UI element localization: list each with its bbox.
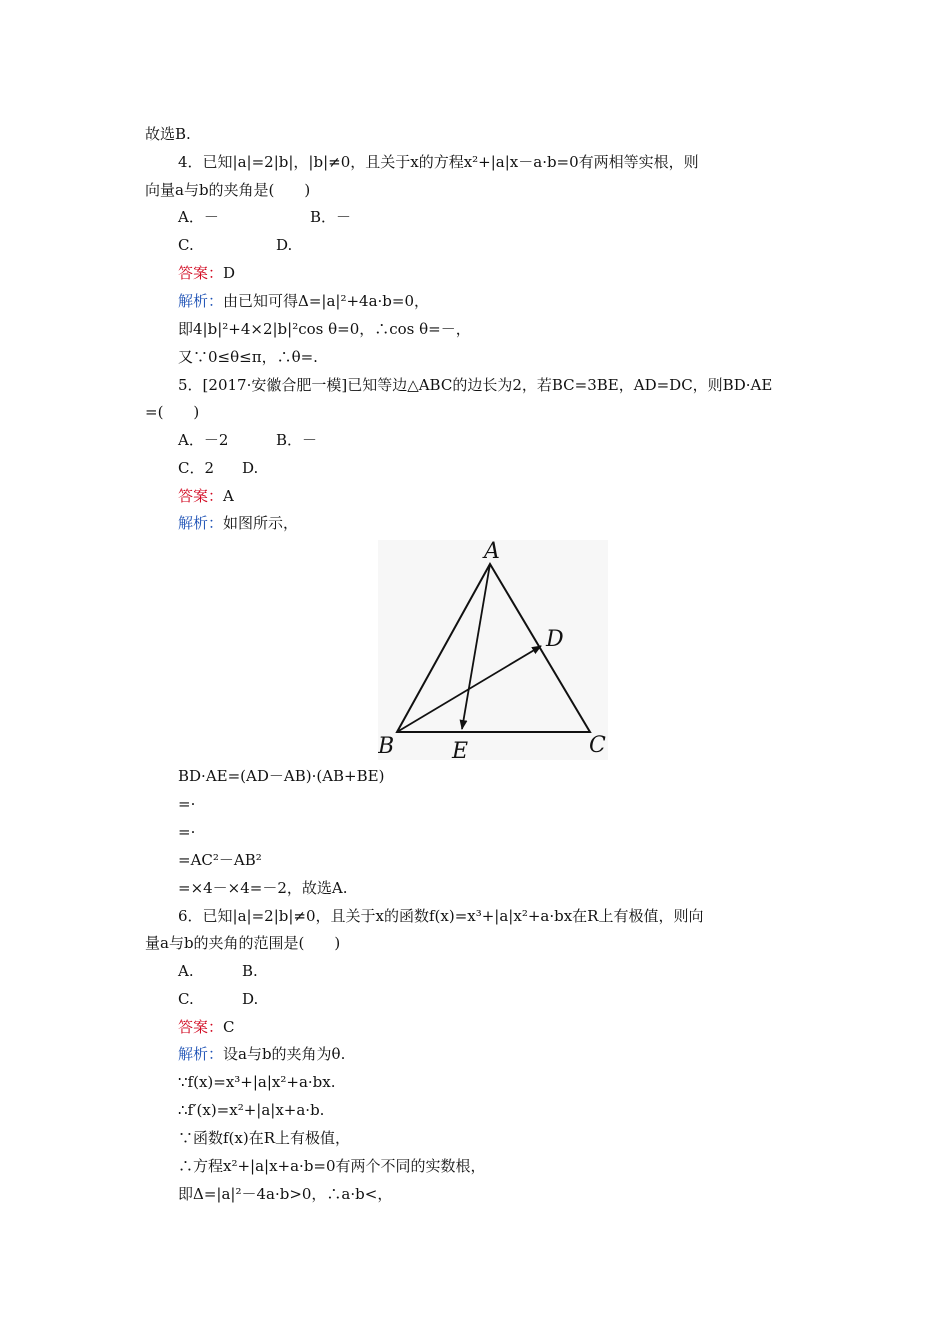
answer-value: A xyxy=(223,487,234,505)
option-d: D. xyxy=(242,990,259,1008)
option-d: D. xyxy=(242,459,259,477)
option-b: B．－ xyxy=(276,431,318,449)
label-a: A xyxy=(484,540,500,564)
text-line: ∵f(x)=x³+|a|x²+a·bx. xyxy=(178,1073,336,1091)
text-line: 故选B. xyxy=(145,125,191,143)
explanation-text: 由已知可得Δ=|a|²+4a·b=0， xyxy=(223,292,430,310)
answer-value: C xyxy=(223,1018,235,1036)
explanation-line xyxy=(178,513,298,533)
explanation-line xyxy=(178,291,429,311)
label-d: D xyxy=(546,627,564,652)
question-5-stem: 5．[2017·安徽合肥一模]已知等边△ABC的边长为2，若BC=3BE，AD=DC，则BD·AE xyxy=(178,376,773,394)
option-a: A．－ xyxy=(178,208,219,226)
text-line: 即4|b|²+4×2|b|²cos θ=0，∴cos θ=－， xyxy=(178,320,471,338)
option-c: C. xyxy=(178,990,194,1008)
text-line: 又∵0≤θ≤π，∴θ=. xyxy=(178,348,318,366)
label-c: C xyxy=(589,733,606,758)
text-line: =AC²－AB² xyxy=(178,851,262,869)
explanation-text: 设a与b的夹角为θ. xyxy=(223,1045,346,1063)
explanation-label: 解析： xyxy=(178,514,224,532)
question-4-stem-cont: 向量a与b的夹角是( ) xyxy=(145,181,311,199)
question-5-stem-cont: =( ) xyxy=(145,403,200,421)
text-line: BD·AE=(AD－AB)·(AB+BE) xyxy=(178,767,385,785)
answer-line xyxy=(178,263,235,283)
triangle-figure xyxy=(378,540,608,760)
text-line: =×4－×4=－2，故选A. xyxy=(178,879,348,897)
text-line: =· xyxy=(178,795,196,813)
question-4-stem: 4．已知|a|=2|b|，|b|≠0，且关于x的方程x²+|a|x－a·b=0有两相等实根，则 xyxy=(178,153,699,171)
question-6-stem: 6．已知|a|=2|b|≠0，且关于x的函数f(x)=x³+|a|x²+a·bx在R上有极值，则向 xyxy=(178,907,704,925)
text-line: ∴方程x²+|a|x+a·b=0有两个不同的实数根， xyxy=(178,1157,486,1175)
option-c: C．2 xyxy=(178,459,215,477)
text-line: ∴f′(x)=x²+|a|x+a·b. xyxy=(178,1101,325,1119)
explanation-label: 解析： xyxy=(178,292,224,310)
answer-line xyxy=(178,486,234,506)
option-a: A．－2 xyxy=(178,431,229,449)
question-6-stem-cont: 量a与b的夹角的范围是( ) xyxy=(145,934,341,952)
explanation-line xyxy=(178,1044,345,1064)
answer-label: 答案： xyxy=(178,487,224,505)
text-line: ∵函数f(x)在R上有极值， xyxy=(178,1129,351,1147)
option-a: A. xyxy=(178,962,194,980)
option-d: D. xyxy=(276,236,293,254)
explanation-label: 解析： xyxy=(178,1045,224,1063)
answer-value: D xyxy=(223,264,236,282)
label-b: B xyxy=(378,734,395,759)
answer-line xyxy=(178,1017,235,1037)
answer-label: 答案： xyxy=(178,264,224,282)
answer-label: 答案： xyxy=(178,1018,224,1036)
text-line: 即Δ=|a|²－4a·b>0，∴a·b<， xyxy=(178,1185,393,1203)
option-c: C. xyxy=(178,236,194,254)
label-e: E xyxy=(452,739,469,760)
option-b: B. xyxy=(242,962,258,980)
explanation-text: 如图所示， xyxy=(223,514,299,532)
option-b: B．－ xyxy=(310,208,352,226)
text-line: =· xyxy=(178,823,196,841)
